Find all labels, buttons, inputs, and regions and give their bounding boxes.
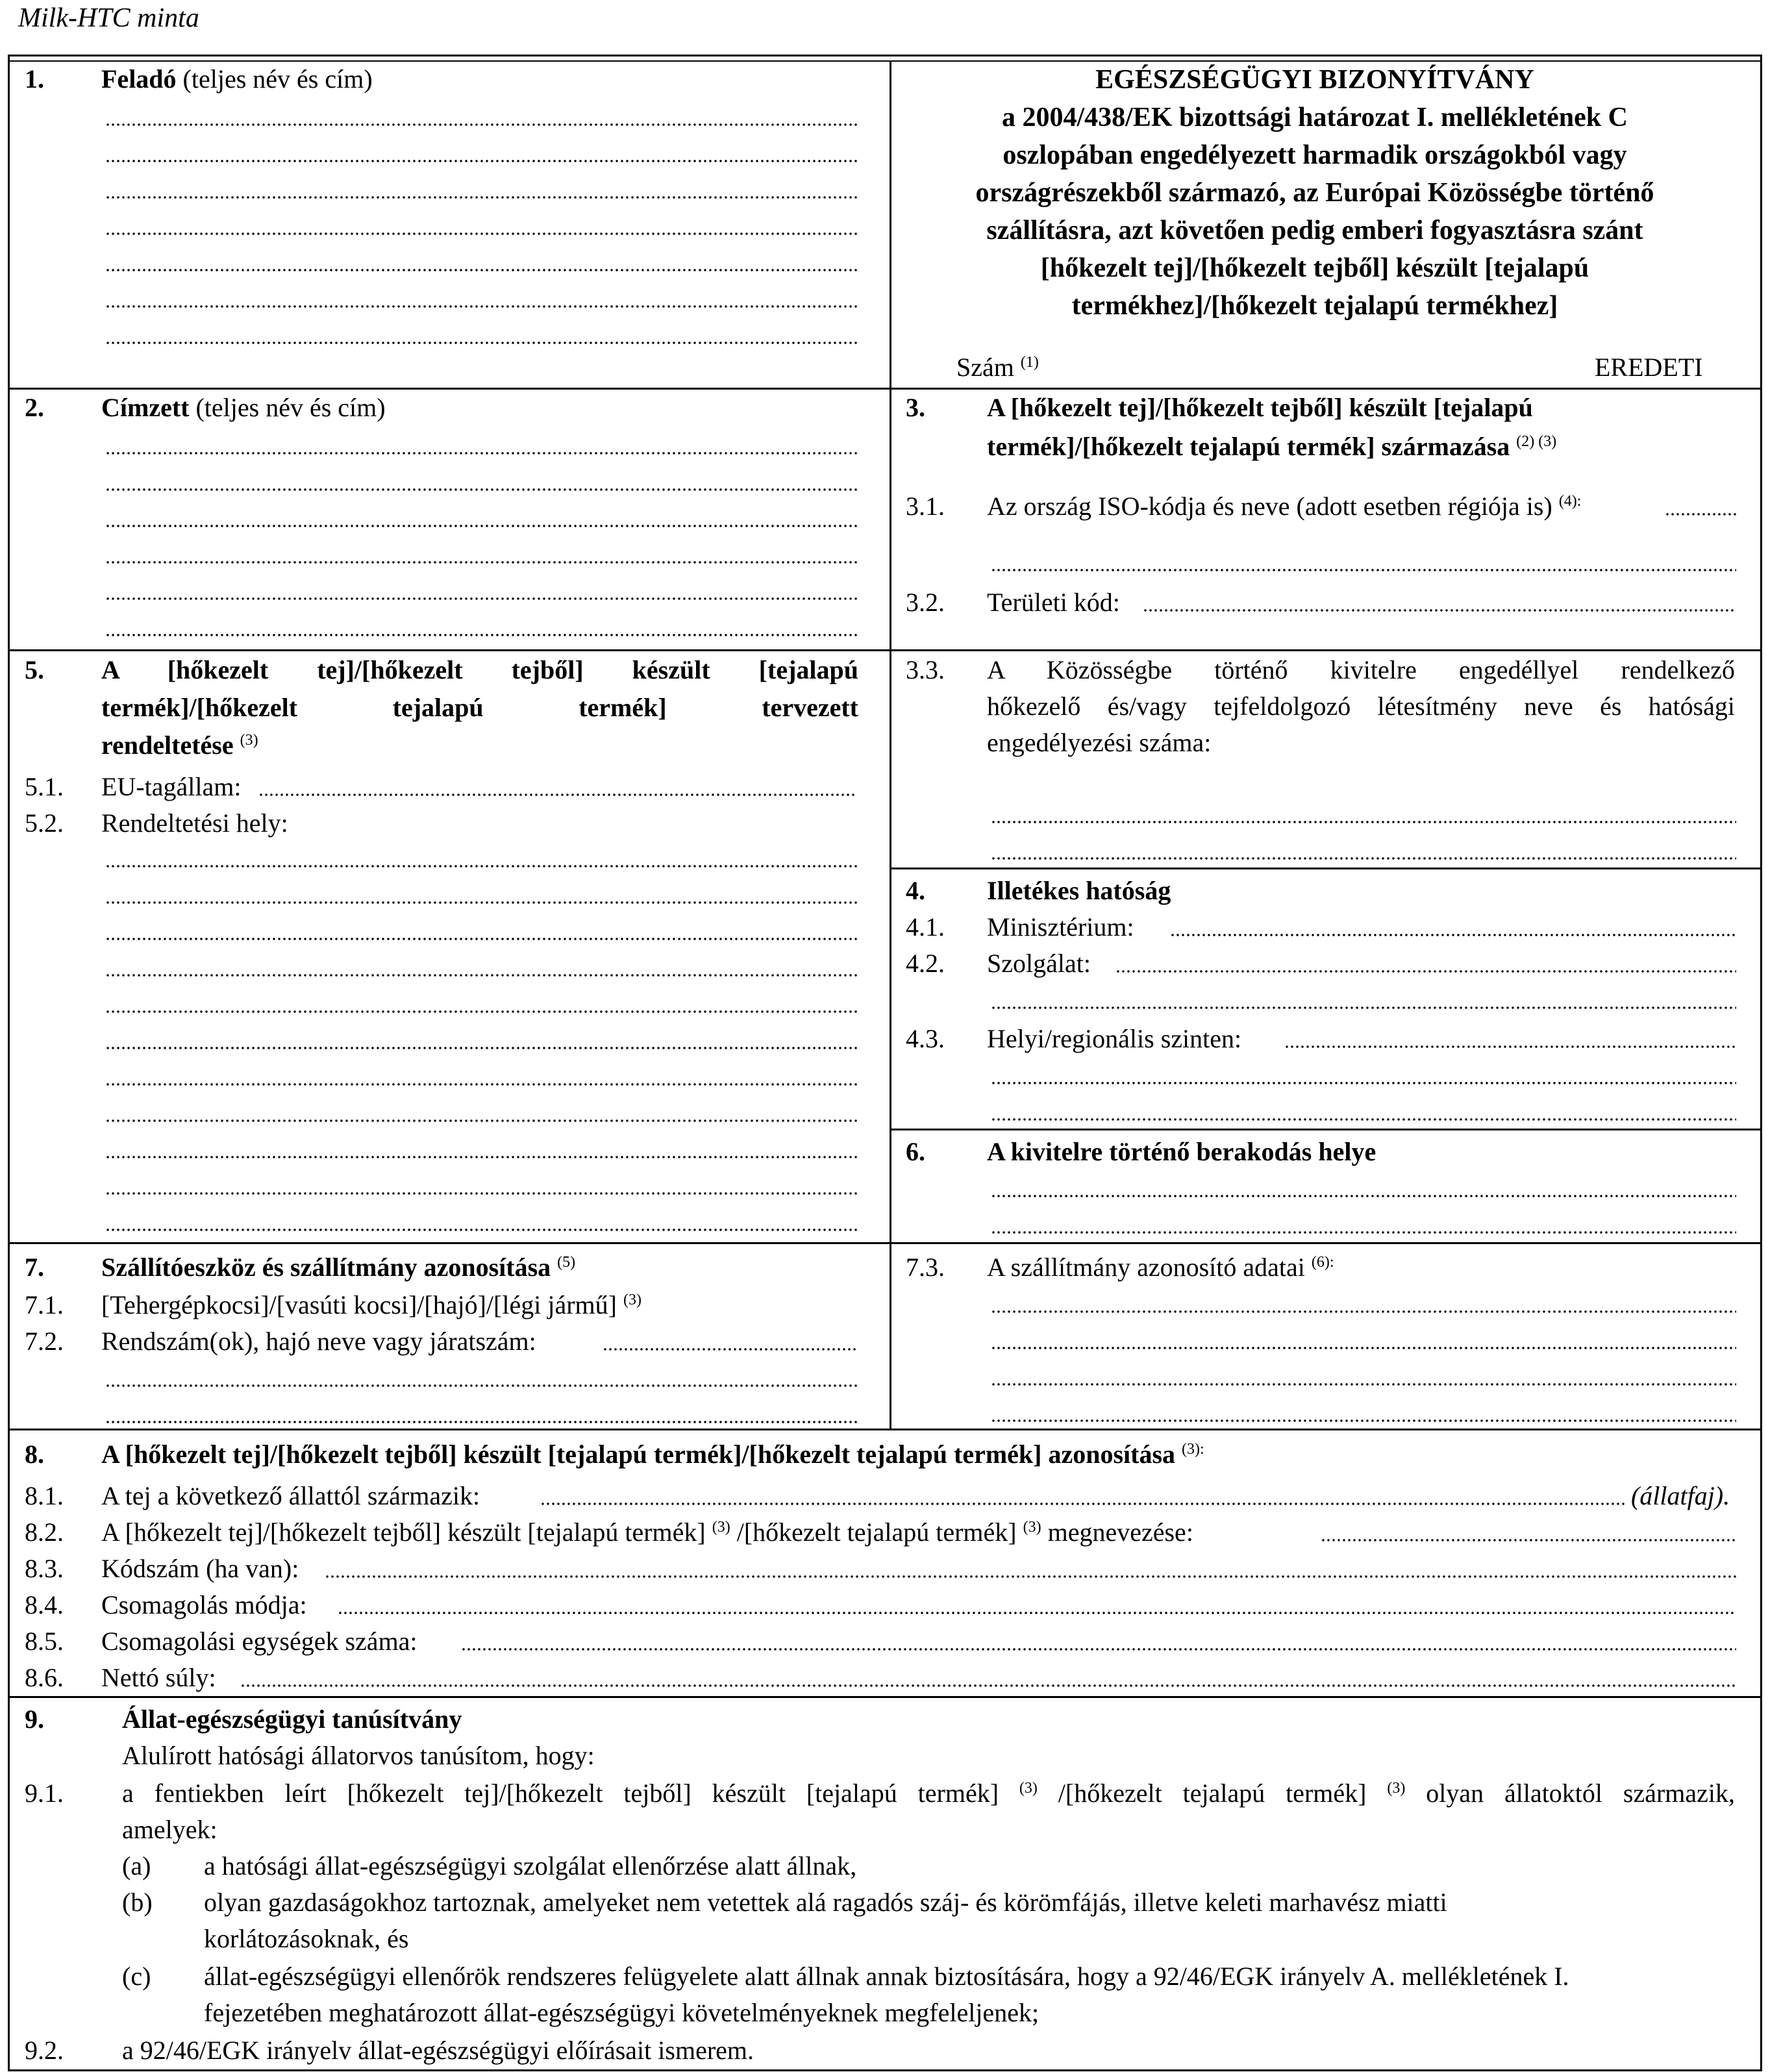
destination-field-line[interactable] [105, 1082, 857, 1087]
destination-field-line[interactable] [105, 1118, 857, 1123]
consignment-id-field[interactable] [991, 1418, 1736, 1423]
transport-type-label: [Tehergépkocsi]/[vasúti kocsi]/[hajó]/[légi jármű] $^{(3)}$ [101, 1290, 641, 1319]
attestation-item: korlátozásoknak, és [204, 1924, 409, 1953]
species-suffix: (állatfaj). [1631, 1481, 1730, 1510]
establishment-label-line: engedélyezési száma: [987, 728, 1212, 757]
title-line: [hőkezelt tej]/[hőkezelt tejből] készült [tejalapú [1040, 253, 1589, 283]
consignee-field-line[interactable] [105, 632, 857, 638]
loading-place-field[interactable] [991, 1230, 1736, 1235]
registration-field[interactable] [105, 1383, 857, 1388]
attestation-paragraph: a 92/46/EGK irányelv állat-egészségügyi előírásait ismerem. [122, 2036, 754, 2065]
destination-field-line[interactable] [105, 973, 857, 978]
destination-field-line[interactable] [105, 1009, 857, 1014]
net-weight-field[interactable] [240, 1683, 1736, 1688]
member-state-label: EU-tagállam: [101, 772, 242, 801]
consignment-id-field[interactable] [991, 1309, 1736, 1314]
packaging-type-label: Csomagolás módja: [101, 1590, 307, 1619]
ministry-label: Minisztérium: [987, 912, 1134, 942]
consignee-field-line[interactable] [105, 560, 857, 565]
section-number: 5. [25, 655, 44, 684]
title-line: oszlopában engedélyezett harmadik országokból vagy [1002, 140, 1627, 170]
registration-field[interactable] [603, 1347, 857, 1352]
item-number: 8.6. [25, 1663, 64, 1692]
title-line: termékhez]/[hőkezelt tejalapú termékhez] [1071, 291, 1558, 321]
item-number: 4.2. [906, 949, 945, 978]
destination-field-line[interactable] [105, 1045, 857, 1051]
product-name-label: A [hőkezelt tej]/[hőkezelt tejből] készült [tejalapú termék] $^{(3)}$ /[hőkezelt tejalapú termék] $^{(3)}$ megnevezése: [101, 1517, 1193, 1547]
item-number: 9.1. [25, 1779, 64, 1808]
section-number: 8. [25, 1440, 44, 1469]
item-number: 7.3. [906, 1253, 945, 1282]
item-number: 3.3. [906, 655, 945, 684]
code-number-label: Kódszám (ha van): [101, 1554, 299, 1583]
destination-field-line[interactable] [105, 1227, 857, 1232]
destination-field-line[interactable] [105, 1155, 857, 1160]
destination-label: Rendeltetési hely: [101, 808, 288, 838]
regional-level-field[interactable] [1284, 1044, 1736, 1049]
form-model-label: Milk-HTC minta [18, 3, 199, 33]
member-state-field[interactable] [258, 792, 857, 797]
section-number: 4. [906, 876, 925, 905]
item-number: 8.2. [25, 1517, 64, 1547]
packaging-type-field[interactable] [338, 1610, 1736, 1616]
destination-field-line[interactable] [105, 1191, 857, 1196]
code-number-field[interactable] [325, 1574, 1736, 1579]
section-title: A [hőkezelt tej]/[hőkezelt tejből] készült [tejalapú termék]/[hőkezelt tejalapú termék] azonosítása $^{(3):}$ [101, 1440, 1204, 1469]
attestation-intro: Alulírott hatósági állatorvos tanúsítom, hogy: [122, 1741, 595, 1770]
regional-level-field[interactable] [991, 1080, 1736, 1086]
consignee-field-line[interactable] [105, 596, 857, 601]
section-number: 3. [906, 393, 925, 422]
attestation-item: fejezetében meghatározott állat-egészségügyi követelményeknek megfeleljenek; [204, 1998, 1040, 2027]
title-line: a 2004/438/EK bizottsági határozat I. mellékletének C [1002, 103, 1628, 132]
list-marker: (a) [122, 1851, 151, 1880]
service-field[interactable] [1115, 969, 1736, 974]
sender-field-line[interactable] [105, 231, 857, 236]
title-line: EGÉSZSÉGÜGYI BIZONYÍTVÁNY [1095, 65, 1534, 95]
product-name-field[interactable] [1321, 1538, 1736, 1543]
registration-label: Rendszám(ok), hajó neve vagy járatszám: [101, 1327, 536, 1356]
item-number: 5.2. [25, 808, 64, 838]
section-title: Szállítóeszköz és szállítmány azonosítása $^{(5)}$ [101, 1253, 576, 1282]
service-field[interactable] [991, 1005, 1736, 1010]
title-line: szállításra, azt követően pedig emberi fogyasztásra szánt [986, 216, 1643, 245]
section-title: Illetékes hatóság [987, 876, 1171, 905]
regional-level-label: Helyi/regionális szinten: [987, 1024, 1242, 1053]
establishment-field[interactable] [991, 856, 1736, 861]
section-title-line: A [hőkezelt tej]/[hőkezelt tejből] készült [tejalapú [101, 655, 858, 684]
item-number: 5.1. [25, 772, 64, 801]
item-number: 8.4. [25, 1590, 64, 1619]
attestation-paragraph: amelyek: [122, 1815, 218, 1844]
iso-code-field[interactable] [1665, 512, 1736, 517]
item-number: 3.1. [906, 492, 945, 521]
attestation-item: olyan gazdaságokhoz tartoznak, amelyeket nem vetettek alá ragadós száj- és körömfájás, illetve keleti marhavész miatti [204, 1888, 1447, 1917]
item-number: 4.3. [906, 1024, 945, 1053]
sender-field-line[interactable] [105, 304, 857, 309]
list-marker: (b) [122, 1888, 153, 1917]
establishment-label-line: A Közösségbe történő kivitelre engedéllyel rendelkező [987, 655, 1735, 684]
item-number: 8.1. [25, 1481, 64, 1510]
ministry-field[interactable] [1170, 932, 1736, 938]
registration-field[interactable] [105, 1419, 857, 1425]
consignment-id-label: A szállítmány azonosító adatai $^{(6):}$ [987, 1253, 1334, 1282]
destination-field-line[interactable] [105, 900, 857, 905]
title-line: országrészekből származó, az Európai Közösségbe történő [975, 178, 1654, 208]
species-label: A tej a következő állattól származik: [101, 1481, 480, 1510]
original-label: EREDETI [1595, 353, 1703, 382]
sender-field-line[interactable] [105, 158, 857, 164]
item-number: 7.2. [25, 1327, 64, 1356]
sender-field-line[interactable] [105, 340, 857, 345]
item-number: 3.2. [906, 588, 945, 617]
section-title: Címzett (teljes név és cím) [101, 393, 386, 422]
iso-code-field[interactable] [991, 568, 1736, 573]
loading-place-field[interactable] [991, 1193, 1736, 1199]
section-title-line: termék]/[hőkezelt tejalapú termék] tervezett [101, 693, 858, 722]
list-marker: (c) [122, 1962, 151, 1991]
package-count-field[interactable] [461, 1647, 1736, 1652]
establishment-label-line: hőkezelő és/vagy tejfeldolgozó létesítmény neve és hatósági [987, 692, 1735, 721]
region-code-field[interactable] [1143, 608, 1736, 613]
item-number: 7.1. [25, 1290, 64, 1319]
section-title: Állat-egészségügyi tanúsítvány [122, 1704, 462, 1734]
sender-field-line[interactable] [105, 122, 857, 127]
section-number: 2. [25, 393, 44, 422]
section-title: Feladó (teljes név és cím) [101, 64, 373, 94]
consignment-id-field[interactable] [991, 1382, 1736, 1387]
section-number: 9. [25, 1704, 44, 1734]
destination-field-line[interactable] [105, 864, 857, 869]
consignee-field-line[interactable] [105, 523, 857, 529]
attestation-paragraph: a fentiekben leírt [hőkezelt tej]/[hőkezelt tejből] készült [tejalapú termék] $^{(3)}$ /[hőkezelt tejalapú termék] $^{(3)}$ olyan állatoktól származik, [122, 1779, 1736, 1808]
attestation-item: a hatósági állat-egészségügyi szolgálat ellenőrzése alatt állnak, [204, 1851, 857, 1880]
sender-field-line[interactable] [105, 195, 857, 200]
consignee-field-line[interactable] [105, 487, 857, 492]
section-number: 6. [906, 1137, 925, 1166]
species-field[interactable] [540, 1501, 1627, 1506]
item-number: 8.5. [25, 1627, 64, 1656]
section-title-line: termék]/[hőkezelt tejalapú termék] származása $^{(2) (3)}$ [987, 432, 1557, 461]
section-number: 1. [25, 64, 44, 94]
iso-code-label: Az ország ISO-kódja és neve (adott esetben régiója is) $^{(4):}$ [987, 492, 1582, 521]
section-title-line: A [hőkezelt tej]/[hőkezelt tejből] készült [tejalapú [987, 393, 1533, 422]
regional-level-field[interactable] [991, 1117, 1736, 1122]
package-count-label: Csomagolási egységek száma: [101, 1627, 417, 1656]
section-title-line: rendeltetése $^{(3)}$ [101, 730, 258, 760]
consignee-field-line[interactable] [105, 451, 857, 456]
net-weight-label: Nettó súly: [101, 1663, 216, 1692]
item-number: 9.2. [25, 2036, 64, 2065]
item-number: 4.1. [906, 912, 945, 942]
section-number: 7. [25, 1253, 44, 1282]
region-code-label: Területi kód: [987, 588, 1120, 617]
certificate-number-label: Szám $^{(1)}$ [956, 353, 1039, 382]
item-number: 8.3. [25, 1554, 64, 1583]
sender-field-line[interactable] [105, 268, 857, 273]
attestation-item: állat-egészségügyi ellenőrök rendszeres felügyelete alatt állnak annak biztosítására, hogy a 92/46/EGK irányelv A. mellékletének I. [204, 1962, 1569, 1991]
section-title: A kivitelre történő berakodás helye [987, 1137, 1376, 1166]
consignment-id-field[interactable] [991, 1345, 1736, 1351]
service-label: Szolgálat: [987, 949, 1091, 978]
destination-field-line[interactable] [105, 936, 857, 942]
establishment-field[interactable] [991, 819, 1736, 825]
